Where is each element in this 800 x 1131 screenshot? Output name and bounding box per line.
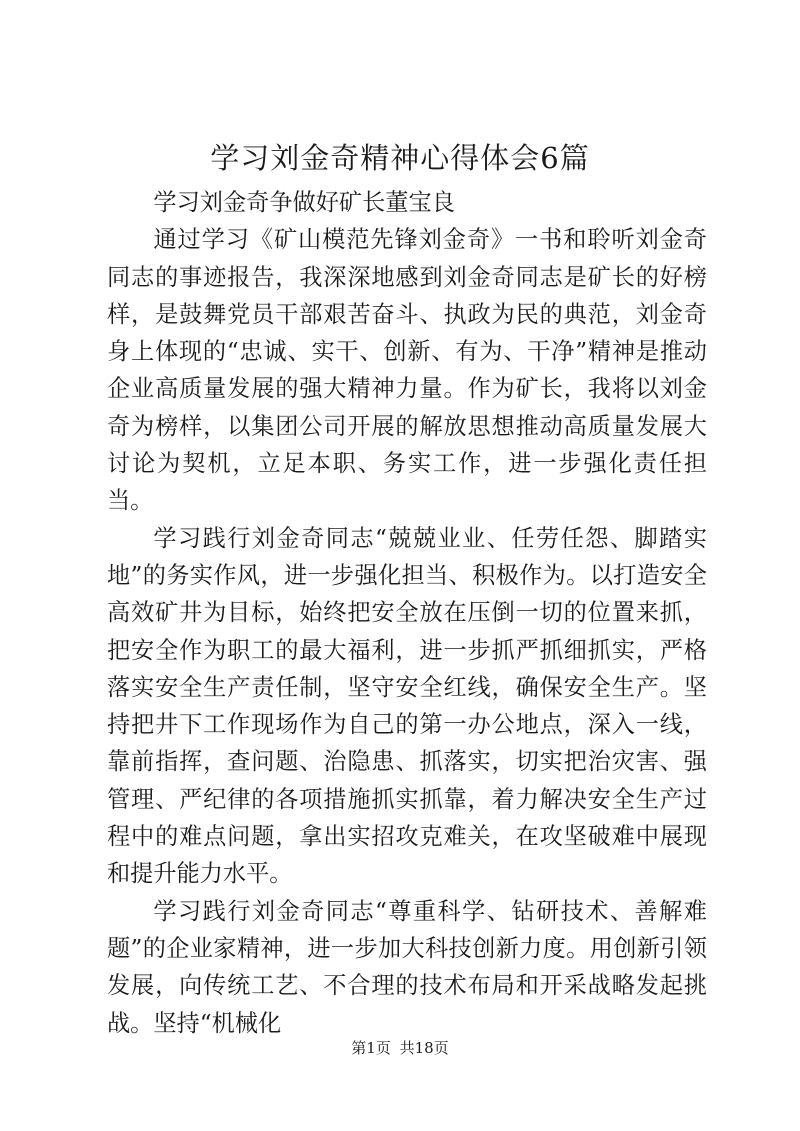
page-footer: [0, 1037, 800, 1059]
subtitle-paragraph: 学习刘金奇争做好矿长董宝良: [153, 189, 455, 216]
page-total: 共18页: [399, 1039, 449, 1057]
body-paragraph: 学习践行刘金奇同志“兢兢业业、任劳任怨、脚踏实地”的务实作风，进一步强化担当、积极作为。以打造安全高效矿井为目标，始终把安全放在压倒一切的位置来抓，把安全作为职工的最大福利，进一步抓严抓细抓实，严格落实安全生产责任制，坚守安全红线，确保安全生产。坚持把井下工作现场作为自己的第一办公地点，深入一线，靠前指挥，查问题、治隐患、抓落实，切实把治灾害、强管理、严纪律的各项措施抓实抓靠，着力解决安全生产过程中的难点问题，拿出实招攻克难关，在攻坚破难中展现和提升能力水平。: [107, 524, 707, 888]
page-number: 第1页: [351, 1039, 391, 1057]
body-paragraph: 通过学习《矿山模范先锋刘金奇》一书和聆听刘金奇同志的事迹报告，我深深地感到刘金奇同志是矿长的好榜样，是鼓舞党员干部艰苦奋斗、执政为民的典范，刘金奇身上体现的“忠诚、实干、创新、有为、干净”精神是推动企业高质量发展的强大精神力量。作为矿长，我将以刘金奇为榜样，以集团公司开展的解放思想推动高质量发展大讨论为契机，立足本职、务实工作，进一步强化责任担当。: [107, 226, 707, 515]
document-body: [107, 184, 707, 1042]
body-paragraph: 学习践行刘金奇同志“尊重科学、钻研技术、善解难题”的企业家精神，进一步加大科技创新力度。用创新引领发展，向传统工艺、不合理的技术布局和开采战略发起挑战。坚持“机械化: [107, 897, 707, 1037]
document-title: 学习刘金奇精神心得体会6篇: [210, 141, 590, 175]
